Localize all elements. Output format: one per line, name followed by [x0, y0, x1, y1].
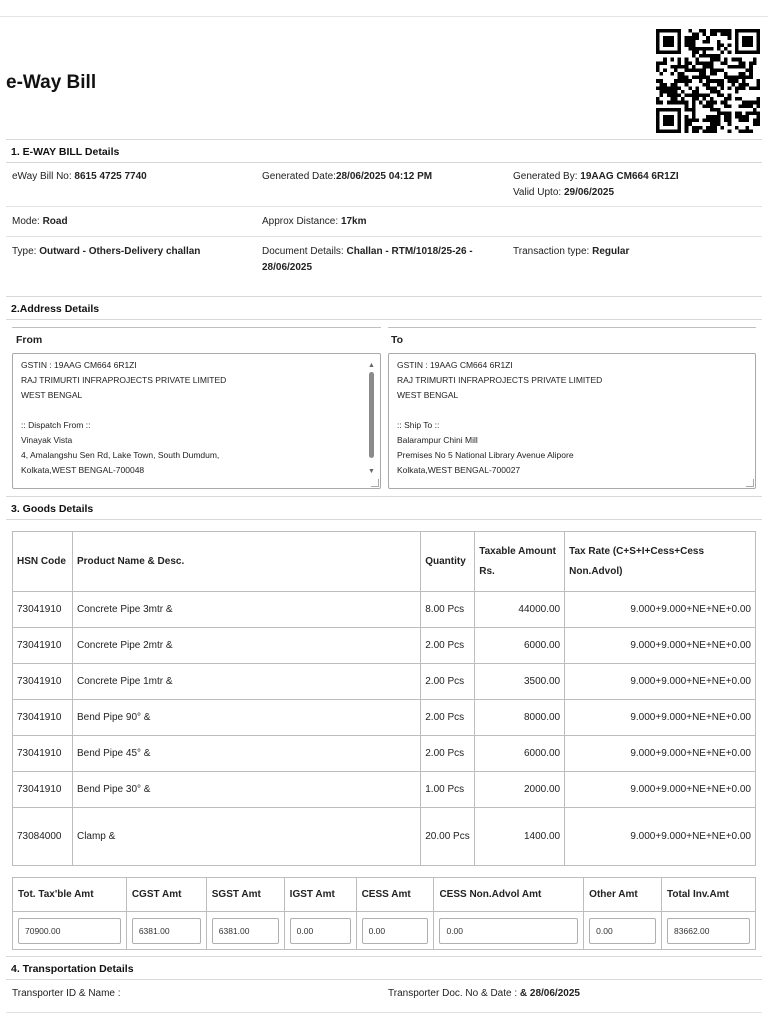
rate-cell: 9.000+9.000+NE+NE+0.00 — [565, 700, 756, 736]
amount-cell: 8000.00 — [475, 700, 565, 736]
amount-cell: 2000.00 — [475, 772, 565, 808]
totals-table — [12, 877, 756, 950]
totals-header-row — [13, 878, 756, 912]
sgst-field[interactable]: 6381.00 — [212, 918, 279, 944]
rate-cell: 9.000+9.000+NE+NE+0.00 — [565, 592, 756, 628]
qty-cell: 2.00 Pcs — [421, 736, 475, 772]
generated-by — [513, 169, 679, 201]
col-hsn-code: HSN Code — [13, 532, 73, 592]
to-address-line: Kolkata,WEST BENGAL-700027 — [397, 465, 521, 475]
valid-upto-value: 29/06/2025 — [563, 187, 615, 198]
distance-label: Approx Distance: — [262, 216, 341, 227]
scroll-up-arrow-icon[interactable]: ▲ — [368, 362, 375, 369]
qty-cell: 20.00 Pcs — [421, 808, 475, 866]
table-row — [13, 772, 756, 808]
product-cell: Concrete Pipe 2mtr & — [72, 628, 420, 664]
from-address-line: Vinayak Vista — [21, 435, 73, 445]
hsn-cell: 73041910 — [13, 628, 73, 664]
cgst-cell — [126, 912, 206, 950]
amount-cell: 6000.00 — [475, 736, 565, 772]
row-divider — [6, 236, 762, 237]
product-cell: Bend Pipe 90° & — [72, 700, 420, 736]
col-taxable-amount: Taxable Amount Rs. — [475, 532, 565, 592]
hsn-cell: 73041910 — [13, 664, 73, 700]
section-eway-details-heading: 1. E-WAY BILL Details — [6, 139, 762, 163]
hsn-cell: 73041910 — [13, 736, 73, 772]
section-goods-heading: 3. Goods Details — [6, 496, 762, 520]
transporter-doc-label: Transporter Doc. No & Date : — [388, 988, 520, 999]
to-address-line: GSTIN : 19AAG CM664 6R1ZI — [397, 360, 513, 370]
tot-taxable-cell — [13, 912, 127, 950]
rate-cell: 9.000+9.000+NE+NE+0.00 — [565, 664, 756, 700]
totals-values-row — [13, 912, 756, 950]
from-divider — [12, 327, 381, 328]
rate-cell: 9.000+9.000+NE+NE+0.00 — [565, 628, 756, 664]
hsn-cell: 73084000 — [13, 808, 73, 866]
goods-table — [12, 531, 756, 866]
total-inv-field[interactable]: 83662.00 — [667, 918, 750, 944]
total-inv-cell — [662, 912, 756, 950]
from-address-line: GSTIN : 19AAG CM664 6R1ZI — [21, 360, 137, 370]
eway-no-value: 8615 4725 7740 — [74, 171, 147, 182]
document-details — [262, 244, 502, 276]
to-address-line: Premises No 5 National Library Avenue Alipore — [397, 450, 574, 460]
type-value: Outward - Others-Delivery challan — [39, 246, 201, 257]
qr-code-icon — [656, 29, 760, 133]
other-header: Other Amt — [584, 878, 662, 912]
product-cell: Bend Pipe 30° & — [72, 772, 420, 808]
hsn-cell: 73041910 — [13, 592, 73, 628]
table-row — [13, 736, 756, 772]
to-address-line: Balarampur Chini Mill — [397, 435, 478, 445]
from-address-line: RAJ TRIMURTI INFRAPROJECTS PRIVATE LIMITED — [21, 375, 227, 385]
cgst-header: CGST Amt — [126, 878, 206, 912]
amount-cell: 3500.00 — [475, 664, 565, 700]
cess-nonadvol-cell — [434, 912, 584, 950]
other-cell — [584, 912, 662, 950]
col-tax-rate: Tax Rate (C+S+I+Cess+Cess Non.Advol) — [565, 532, 756, 592]
row-divider — [6, 206, 762, 207]
cess-field[interactable]: 0.00 — [362, 918, 429, 944]
resize-grip-icon[interactable] — [371, 479, 379, 487]
qty-cell: 1.00 Pcs — [421, 772, 475, 808]
from-address-textarea[interactable] — [12, 353, 381, 489]
type-label: Type: — [12, 246, 40, 257]
rate-cell: 9.000+9.000+NE+NE+0.00 — [565, 772, 756, 808]
transporter-id-name: Transporter ID & Name : — [12, 988, 121, 999]
amount-cell: 1400.00 — [475, 808, 565, 866]
cess-header: CESS Amt — [356, 878, 434, 912]
from-label: From — [16, 334, 43, 346]
mode-label: Mode: — [12, 216, 43, 227]
cess-nonadvol-header: CESS Non.Advol Amt — [434, 878, 584, 912]
table-row — [13, 664, 756, 700]
mode-value: Road — [42, 216, 68, 227]
resize-grip-icon[interactable] — [746, 479, 754, 487]
other-field[interactable]: 0.00 — [589, 918, 656, 944]
from-address-scrollbar[interactable] — [367, 358, 376, 484]
goods-header-row — [13, 532, 756, 592]
qty-cell: 2.00 Pcs — [421, 628, 475, 664]
table-row — [13, 808, 756, 866]
approx-distance — [262, 214, 367, 230]
generated-date — [262, 169, 432, 185]
cess-nonadvol-field[interactable]: 0.00 — [439, 918, 578, 944]
transporter-doc-value: & 28/06/2025 — [519, 988, 580, 999]
sgst-cell — [206, 912, 284, 950]
total-inv-header: Total Inv.Amt — [662, 878, 756, 912]
scroll-down-arrow-icon[interactable]: ▼ — [368, 468, 375, 475]
igst-header: IGST Amt — [284, 878, 356, 912]
eway-bill-number — [12, 169, 147, 185]
supply-type — [12, 244, 200, 260]
mode — [12, 214, 68, 230]
col-product-name: Product Name & Desc. — [72, 532, 420, 592]
transporter-doc — [388, 986, 580, 1002]
product-cell: Clamp & — [72, 808, 420, 866]
product-cell: Concrete Pipe 1mtr & — [72, 664, 420, 700]
eway-no-label: eWay Bill No: — [12, 171, 75, 182]
sgst-header: SGST Amt — [206, 878, 284, 912]
col-quantity: Quantity — [421, 532, 475, 592]
distance-value: 17km — [340, 216, 367, 227]
cess-cell — [356, 912, 434, 950]
table-row — [13, 592, 756, 628]
cgst-field[interactable]: 6381.00 — [132, 918, 201, 944]
qty-cell: 2.00 Pcs — [421, 700, 475, 736]
section-address-heading: 2.Address Details — [6, 296, 762, 320]
doc-label: Document Details: — [262, 246, 347, 257]
from-address-line: 4, Amalangshu Sen Rd, Lake Town, South Dumdum, — [21, 450, 220, 460]
gen-date-value: 28/06/2025 04:12 PM — [335, 171, 433, 182]
product-cell: Concrete Pipe 3mtr & — [72, 592, 420, 628]
tot-taxable-header: Tot. Tax'ble Amt — [13, 878, 127, 912]
to-address-line: RAJ TRIMURTI INFRAPROJECTS PRIVATE LIMITED — [397, 375, 603, 385]
to-label: To — [391, 334, 404, 346]
transaction-type — [513, 244, 629, 260]
txn-label: Transaction type: — [513, 246, 593, 257]
amount-cell: 6000.00 — [475, 628, 565, 664]
qty-cell: 2.00 Pcs — [421, 664, 475, 700]
qty-cell: 8.00 Pcs — [421, 592, 475, 628]
igst-field[interactable]: 0.00 — [290, 918, 351, 944]
amount-cell: 44000.00 — [475, 592, 565, 628]
hsn-cell: 73041910 — [13, 700, 73, 736]
scroll-thumb[interactable] — [369, 372, 374, 458]
section-transport-heading: 4. Transportation Details — [6, 956, 762, 980]
gen-by-value: 19AAG CM664 6R1ZI — [580, 171, 679, 182]
to-divider — [388, 327, 756, 328]
tot-taxable-field[interactable]: 70900.00 — [18, 918, 121, 944]
table-row — [13, 700, 756, 736]
top-divider — [0, 16, 768, 17]
doc-value: Challan - RTM/1018/25-26 - 28/06/2025 — [262, 246, 473, 273]
gen-date-label: Generated Date: — [262, 171, 336, 182]
txn-value: Regular — [592, 246, 630, 257]
rate-cell: 9.000+9.000+NE+NE+0.00 — [565, 736, 756, 772]
gen-by-label: Generated By: — [513, 171, 581, 182]
from-address-line: WEST BENGAL — [21, 390, 83, 400]
rate-cell: 9.000+9.000+NE+NE+0.00 — [565, 808, 756, 866]
page-title: e-Way Bill — [6, 72, 97, 93]
to-address-line: WEST BENGAL — [397, 390, 459, 400]
from-address-line — [21, 403, 372, 418]
to-address-line — [397, 403, 747, 418]
igst-cell — [284, 912, 356, 950]
valid-upto-label: Valid Upto: — [513, 187, 564, 198]
from-address-line: Kolkata,WEST BENGAL-700048 — [21, 465, 145, 475]
to-address-textarea[interactable] — [388, 353, 756, 489]
hsn-cell: 73041910 — [13, 772, 73, 808]
to-address-line: :: Ship To :: — [397, 420, 440, 430]
from-address-line: :: Dispatch From :: — [21, 420, 91, 430]
row-divider — [6, 1012, 762, 1013]
product-cell: Bend Pipe 45° & — [72, 736, 420, 772]
table-row — [13, 628, 756, 664]
